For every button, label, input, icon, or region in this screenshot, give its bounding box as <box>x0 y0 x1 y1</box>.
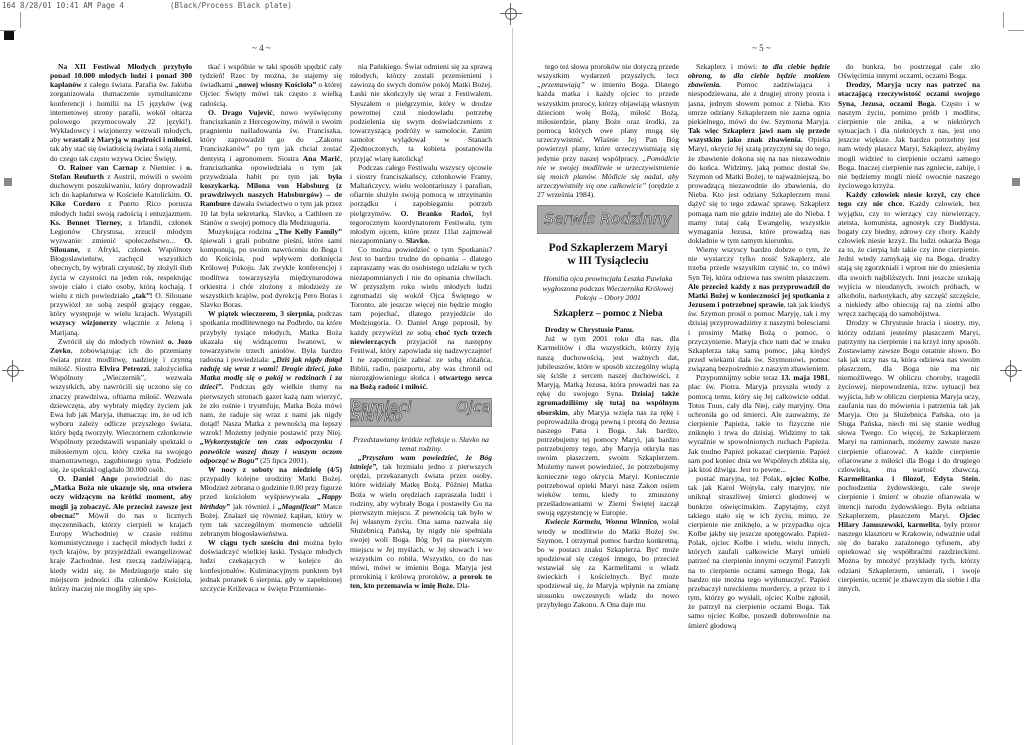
color-mark <box>1012 178 1020 186</box>
text-column-5 <box>688 62 830 742</box>
paragraph: tego też słowa proroków nie dotyczą przede wszystkim wydarzeń przyszłych, lecz „przemawiają” w imieniu Boga. Dlatego każda matka i każdy ojciec to przede wszystkim prorocy, którzy objawiają własnym dzieciom wolę Bożą, miłość Bożą, miłosierdzie, plany Boże oraz środki, za pomocą których owe plany mogą się urzeczywistnić. Właśnie Jej Pan Bóg powierzył plany, które urzeczywistniają się jedynie przy naszej współpracy. „Pomódlcie nie w swojej modlitwie w urzeczywistnienie się moich planów. Módlcie się nadal, aby urzeczywistniły się one całkowicie” (orędzie z 27 września 1984). <box>537 62 679 200</box>
text-column-2 <box>200 62 342 742</box>
trim-line <box>1003 12 1004 28</box>
paragraph: O. Daniel Ange powiedział do nas: „Matka Boża nie ukazuje się, ona otwiera oczy widzącym na krótki moment, aby mogli ją zobaczyć. Ale przecież zawsze jest obecna!” Mówił do nas o licznych męczennikach, którzy cierpieli w krajach Europy Wschodniej w czasie reżimu komunistycznego i zachęcił młodych ludzi z tych krajów, by przyjeżdżali ewangelizować kraje Zachodnie. Jest rzeczą zadziwiającą, kiedy widzi się, że Medziugorje stało się miejscem jedności dla członków Kościoła, którzy inaczej nie mogliby się spo- <box>50 474 192 593</box>
paragraph: Na XII Festiwal Młodych przybyło ponad 10.000 młodych ludzi i ponad 300 kapłanów z całego świata. Parafia św. Jakuba zorganizowała tłumaczenie symultaniczne konferencji i homilii na 15 języków (wg internetowej strony parafii, wokół ołtarza polowego przymocowały 22 języki!). Wykładowcy i wizjonerzy wezwali młodych, aby wrastali z Maryją w mądrości i miłości, tak aby stać się światłością świata i solą ziemi, do czego tak często wzywa Ociec Święty. <box>50 62 192 163</box>
text-column-6 <box>838 62 980 742</box>
paragraph: Drodzy, Maryja uczy nas patrzeć na otaczającą rzeczywistość oczami swojego Syna, Jezusa, oczami Boga. Często i w naszym życiu, pomimo próśb i modlitw, cierpienie nie znika, a w niektórych sytuacjach i dla niektórych z nas, jest ono jeszcze większe. Jak bardzo potrzebny jest nam wtedy płaszcz Maryi, Szkaplerz, abyśmy mogli widzieć to cierpienie oczami samego Boga. Inaczej cierpienie nas zgniecie, zabije, i nie będziemy mogli nieść owocnie naszego życiowego krzyża. <box>838 80 980 191</box>
text-column-4 <box>537 62 679 742</box>
section-intro: Przedstawiamy krótkie refleksje o. Slavko na temat rodziny. <box>353 434 489 453</box>
paragraph: O. Rainer van Carnap z Niemiec i o. Stefan Reufurth z Austrii, mówili o swoim duchowym poszukiwaniu, który doprowadził ich do kapłaństwa w Kościele Katolickim. O. Kike Cordero z Puerto Rico porusza młodych ludzi swoją radością i entuzjazmem. Ks. Bennet Tierney, z Irlandii, członek Legionów Chrystusa, zrzucił młodym wyzwanie: zmienić społeczeństwo... O. Silouane, z Afryki, członek Wspólnoty Błogosławieństw, zachęcił wszystkich obecnych, by wybrali czystość, by złożyli ślub życia w czystości na jeden rok, respektując swoje ciało i ciało osoby, którą kochają. I wielu z nich powiedziało „tak”! O. Silouane przywiózł ze sobą zespół grający reggae, który występuje w wielu krajach. Wystąpili wszyscy wizjonerzy włącznie z Jeleną i Marijaną. <box>50 162 192 337</box>
heading: Szkaplerz – pomoc z Nieba <box>553 308 663 319</box>
paragraph: Kwiecie Karmelu, Wonna Winnico, wołał wtedy w modlitwie do Matki Bożej św. Szymon. I otrzymał pomoc bardzo konkretną, bo w postaci znaku Szkaplerza. Być może spodziewał się czegoś innego, bo przecież wstawiał się za Karmelitami u władz świeckich i kościelnych. Być może spodziewał się, że Maryja wpłynie na zmianę stosunku owczesnych władz do nowo przybyłego Zakonu. A Ona daje mu <box>537 517 679 609</box>
paragraph: Drodzy w Chrystusie Panu. <box>545 325 634 335</box>
crop-mark <box>4 30 14 40</box>
section-banner-slavko: Pamięci Ojca Slavko <box>351 397 491 426</box>
heading: Homilia ojca prowincjała Leszka Pawlaka wygłoszona podczas Wieczernika Królowej Pokoju – Obory 2001 <box>542 274 674 302</box>
page-number-left: ~ 4 ~ <box>252 43 271 53</box>
registration-mark <box>2 360 24 382</box>
paragraph: W nocy z soboty na niedzielę (4/5) przypadły kolejne urodziny Matki Bożej. Młodzież zebrana o godzinie 0.00 przy figurze przed kościołem wyśpiewywała „Happy birthday” jak również i „Magnificat” Matce Bożej. Znalazł się również kapłan, który w tym tak szczególnym momencie udzielił zebranym błogosławieństwa. <box>200 464 342 538</box>
paragraph: Zwrócił się do młodych również o. Jozo Zovko, zobowiązując ich do przemiany świata przez modlitwę, nadzieję i czynną miłość. Siostra Elvira Petrozzi, założycielka Wspólnoty „Wieczernik”, wezwała wszystkich, aby nawrócili się uczono się co znaczy prawdziwa, oftiarna miłość. Wezwała dziewczęta, aby wybrały między życiem jak Ewa lub jak Maryja, tłumacząc im, że od ich wyboru zależy odlicze przyszłego świata, który będą tworzyły. Wieczornem członkowie Wspólnoty przedstawili wspaniały spektakl o miłosiernym ojcu, który czeka na swojego marnotrawnego, zagubionego syna. Podziele się, że spektakl oglądało 30.000 osób. <box>50 336 192 474</box>
paragraph: W ciągu tych sześciu dni można było doświadczyć wielkiej łaski. Tysiące młodych ludzi czekających w kolejce do konfesjonałów. Kulminacyjnym punktem był jednak poranek 6 sierpnia, gdy w zapełnionej szczycie Križevaca w święto Przemienie- <box>200 538 342 593</box>
section-banner-rodzinny: Serwis Rodzinny <box>537 205 679 234</box>
text-column-1 <box>50 62 192 742</box>
paragraph: postać maryjna, też Polak, ojciec Kolbe, tak jak Karol Wojtyła, cały maryjny, nie uniknął straszliwej śmierci głodowej w bunkrze oświęcimskim. Zapytajmy, czyż takiego stało się w ich życiu, mimo, że cierpienie nie zniknęło, a w przypadku ojca Kolbe jakby się jeszcze spotęgowało. Papież-Polak, ojciec Kolbe i wielu, wielu innych, których zaufali całkowicie Maryi umieli patrzeć na cierpienie innymi oczymi! Patrzyli na to cierpienie oczami samego Boga. Jak bardzo nie można tego wytłumaczyć. Papież przebaczył tureckiemu mordercy, a przez to i tym, którzy go wysłali, ojciec Kolbe zgłosił, że patrzył na cierpienie oczami Boga. Tak samo ojciec Kolbe, poszedł dobrowolnie na śmierć głodową <box>688 474 830 630</box>
paragraph: do bunkra, bo postrzegał całe zło Oświęcimia innymi oczami, oczami Boga. <box>838 62 980 81</box>
paragraph: „Przyszłam wam powiedzieć, że Bóg istnieje”, tak brzmiało jedno z pierwszych orędzi, przekazanych świata przez osoby, które widziały Matkę Bożą. Później Matka Boża w wielu orędziach zapraszała ludzi i rodziny, aby wybrały Boga i postawiły Go na pierwszym miejscu. Z pewnością tak było w Jej własnym życiu. Ona sama nazwała się Służebnicą Pańską, by nigdy nie spełniała swojej woli Boga. Bóg był na pierwszym miejscu w Jej myślach, w Jej słowach i we wszystkim co robiła. Wszystko, co do nas mówi, mówi w imieniu Boga. Maryja jest prorokinią i królową proroków, a prorok to ten, kto przemawia w imię Boże. Dla- <box>350 452 492 591</box>
paragraph: Przypomnijmy sobie teraz 13. maja 1981, plac św. Piotra. Maryja przyszła wtedy z pomocą temu, który się Jej całkowicie oddał. Totus Tuus, cały dla Niej, cały maryjny. Ona uchroniła go od śmierci. Ale zauważmy, że cierpienie Papieża, takie to fizyczne nie zniknęło i trwa do dzisiaj. Widzimy to tak wyraźnie w spowolnionych ruchach Papieża. Jak trudno Papież pokazać cierpienie. Papież sam pod koniec dnia we Wspólnych zbliża się, jak ktoś dźwiga. Jest to pewne... <box>688 373 830 474</box>
slug-left: 164 8/28/01 10:41 AM Page 4 <box>2 1 124 10</box>
paragraph: Już w tym 2001 roku dla nas, dla Karmelitów i dla wszystkich, którzy żyją naszą duchowością, jest ważnych dat, jubileuszów, które w sposób szczególny wiążą się ściśle z sercem naszej duchowości, z Maryją, Matką Jezusa, która prowadzi nas za rękę do swojego Syna. Dzisiaj także zgromadziliśmy się tutaj na wspólnym oborskim, aby Maryja wzięła nas za rękę i poprowadziła drogą pewną i prostą do Jezusa naszego Pana i Boga. Jak bardzo, potrzebujemy tej pomocy Maryi, jak bardzo potrzebujemy tego, aby Maryja otkryła nas swoim płaszczem, swoim Szkaplerzem. Możemy nawet powiedzieć, że potrzebujemy konieczne tego okrycia Maryi. Koniecznie potrzebował opieki Maryi nasz Zakon osiem wieków temu, kiedy to zmuszony prześladowaniami w Ziemi Świętej zaczął swoją egzystencję w Europie. <box>537 334 679 518</box>
color-mark <box>4 178 12 186</box>
registration-mark <box>500 3 522 25</box>
trim-line <box>20 12 21 28</box>
article-title: Pod Szkaplerzem Maryi w III Tysiącleciu <box>548 242 668 268</box>
paragraph: tkać i wspólnie w taki sposób spędzić cały tydzień! Rzec by można, że stajemy się świadkami „nowej wiosny Kościoła” o której Ojciec Święty mówi tak często z wielką radością. <box>200 62 342 108</box>
paragraph: Wiemy wszyscy bardzo dobrze o tym, że nie wystarczy tylko nosić Szkaplerz, ale trzeba przede wszystkim czynić to, co mówi Syn Tej, która odziewa nas swoim płaszczem. Ale przecież każdy z nas przyprowadził do Matki Bożej w konieczności jej spotkania z Jezusem i potrzebnej sprawie, tak jak kiedyś św. Szymon prosił o pomoc Maryję, tak i my dzisiaj przyprowadzimy z naszymi bolesciami i prosimy Matkę Bożą o pomoc, o przyczynienie. Maryja chce nam dać w znaku Szkaplerza taką samą pomoc, jaką kiedyś przed wiekami dała św. Szymonowi, pomoc związaną bezpośrednio z naszym zbawieniem. <box>688 245 830 374</box>
paragraph: Muzykująca rodzina „The Kelly Family” śpiewali i grali pobożne pieśni, które sami komponują, po swoim nawróceniu do Boga i do Kościoła, pod wpływem dotknięcia Królowej Pokoju. Jak zwykle konferencjej i modlitwa towarzyszyła międzynarodowa orkiestra i chór złożony z młodzieży ze wszystkich krajów, pod dyrekcją Pero Boras i Slavko Boras. <box>200 226 342 310</box>
paragraph: nia Pańskiego. Świat odmieni się za sprawą młodych, którzy zostali przemienieni i zawiozą do swych domów pokój Matki Bożej. Łaski nie skończyły się wraz z Festiwalem. Słyszałem o pielgrzymie, który w drodze powrotnej czuł niedowładu potrzebę podzielenia się swym doświadczeniem z towarzyszącą podróży w samolocie. Zanim samolot wylądował w Stanach Zjednoczonych, ta kobieta postanowiła przyjąć wiarę katolicką! <box>350 62 492 163</box>
page-number-right: ~ 5 ~ <box>752 43 771 53</box>
paragraph: Podczas całego Festiwalu wszyscy ojcowie i siostry franciszkańscy, członkowie Framy, Maltańczycy, wielu wolontariuszy i parafian, ofiarnie służyło swoją pomocą w utrzymaniu porządku i zapobieganiu potrzeb pielgrzymów. O. Branko Radoš, był tegorocznym koordynatorem Festiwalu, tym młodym ojcem, które przez 11lat zajmował niezapomniany o. Slavko. <box>350 162 492 245</box>
paragraph: W piątek wieczorem, 3 sierpnia, podczas spotkania modlitewnego na Podbrdo, na które przybyły tysiące młodych, Matka Boża ukazała się widzącemu Iwanowi, w towarzystwie trzech aniołów. Była bardzo radosna i powiedziała: „Dziś jak nigdy dotąd raduję się wraz z wami! Drogie dzieci, jako Matka modlę się o pokój w rodzinach i za dzieci”. Podczas gdy wielkie tłumy na pierwszych stronach gazet każą nam wierzyć, że zło rośnie i tryumfuje, Matka Boża mówi nam, że raduje się wraz z nami jak nigdy dotąd! Nasza Matka z pewnością ma lepszy wzrok! Możemy jedynie postawić przy Niej. „Wykorzystajcie ten czas odpoczynku i pozwólcie waszej duszy i waszym oczom odpocząć w Bogu” (25 lipca 2001). <box>200 309 342 465</box>
registration-mark <box>1000 360 1022 382</box>
text-column-3 <box>350 62 492 742</box>
slug-right: (Black/Process Black plate) <box>170 1 292 10</box>
trim-line <box>0 30 16 31</box>
paragraph: O. Drago Vujević, nowo wyświęcony franciszkanin z Hercegowiny, mówił o swoim pragnieniu naśladowania św. Franciszka, który zaprowadził go do „Zakonu Franciszkanów” po tym jak chciał zostać dentystą i agronomem. Siostra Ana Marić, franciszkanka opowiedziała o tym jak przywdziała habit po tym jak była koszykarką. Milona von Habsburg (z prawdziwych naszych Habsburgów) – de Rambure dawała świadectwo o tym jak przez 10 lat była sekretarką. Slavko, a Cathleen ze Stanów o swojej pomocy dla Medziugoria. <box>200 107 342 227</box>
paragraph: Drodzy w Chrystusie bracia i siostry, my, którzy odziani jesteśmy płaszczem Maryi, patrzymy na cierpienie i na krzyż inny sposób. Zostawiamy zawsze Bogu ostatnie słowo. Bo tak jak uczy nas ta, która odziewa nas swoim płaszczem, dla Boga nie ma nic niemożliwego. W obliczu choroby, tragedii życiowej, niepowodzenia, trzw. sytuacji bez wyjścia, lub w obliczu cierpienia Maryja uczy, zaufania nas do mówienia i patrzenia tak jak Maryja. Oto ja Służebnica Pańska, oto ja Sługa Pańska, niech mi się stanie według słowa Twego. Co więcej, że Szkaplerzem Maryi na ramionach, możemy zawsze nasze cierpienie ofiarować. A każde cierpienie ofiarowane z miłości dla Boga i do drugiego człowieka, ma wartość zbawczą. Karmelitanka i filozof, Edyta Stein, pochodzenia żydowskiego, całe swoje cierpienie i śmierć w obozie ofiarowała w intencji narodu żydowskiego. Była odziana Szkaplerzem, płaszczem Maryi. Ojciec Hilary Januszewski, karmelita, były przeor naszego klasztoru w Krakowie, odważnie udał się do baraku zarażonego tyfusem, aby opiekować się współbraćmi razdzieckimi. Można by mnożyć przykłady tych, którzy odziani Szkaplerzem, umierali, i swoje cierpienie, ucznić je zbawczym dla siebie i dla innych. <box>838 318 980 593</box>
paragraph: Co można powiedzieć o tym Spotkaniu? Jest to bardzo trudne do opisania – dlatego zapraszamy was do osobistego udziału w tych niezapomnianych i nie do opisania chwilach. W przyszłym roku wielu młodych ludzi zgromadzi się wokół Ojca Świętego w Toronto, ale jeszcze więcej nie będzie mogło tam pojechać, dlatego przyjedźcie do Medziugoria. O. Daniel Ange poprosił, by każdy przywiózł ze sobą choć tych trzech niewierzących przyjaciół na następny Festiwal, który zapowiada się nadzwyczajnie! I ne zapomnijcie zabrać ze sobą różańca, Biblii, radio, paszportu, aby was chronił od nierozgłowieniego słońca i otwartego serca na Bożą radość i miłość. <box>350 245 492 392</box>
paragraph: Szkaplerz i mówi: to dla ciebie będzie obroną, to dla ciebie będzie znakiem zbawienia. Pomoc zadziwiająca i niespodziewana, ale z drugiej strony prosta i jasna, jednym słowem pomoc z Nieba. Kto umrze odziany Szkaplerzem nie zazna ognia piekielnego, mówi do św. Szymona Maryja. Tak więc Szkaplerz jawi nam się przede wszystkim jako znak zbawienia. Opieka Maryi, okrycie Jej szatą przyczyni się do tego, że zbawienie dokona się na nas niezawodnie do końca. Widzimy, jaką pomoc dostał św. Szymon od Matki Bożej, te najważniejszą, bo prowadzącą niezawodnie do zbawienia, do Nieba. Kto jest odziany Szkaplerzem musi dążyć się to tego zdawać sprawę. Szkaplerz pomaga nam nie gdzie indziej ale do Nieba. I mamy tutaj całą Ewangelię, wszystkie wymagania Jezusa, które prowadzą nas dokładnie w tym samym kierunku. <box>688 62 830 245</box>
gutter-line <box>512 28 513 745</box>
paragraph: Każdy człowiek niesie krzyż, czy chce tego czy nie chce. Każdy człowiek, bez wyjątku, czy to wierzący czy niewierzący, ateista, komunista, agnostyk czy Buddysta, bogaty czy biedny, zdrowy czy chory. Każdy człowiek niesie krzyż. Ilu ludzi oskarża Boga za to, że cierpią lub takie czy inne cierpienie. Jedni wtedy zamykają się na Boga, drudzy stają się zgorzkniali i wprost nie do zniesienia dla swoich najbliższych. Inni jeszcze szukają wyjścia w nieudanych, swoich próbach, w alkoholu, narkotykach, aby szczęść szczęście, a niekiedy albo obiecują raj na ziemi albo wręcz zachęcają do samobójstwa. <box>838 190 980 319</box>
trim-line <box>1008 30 1024 31</box>
